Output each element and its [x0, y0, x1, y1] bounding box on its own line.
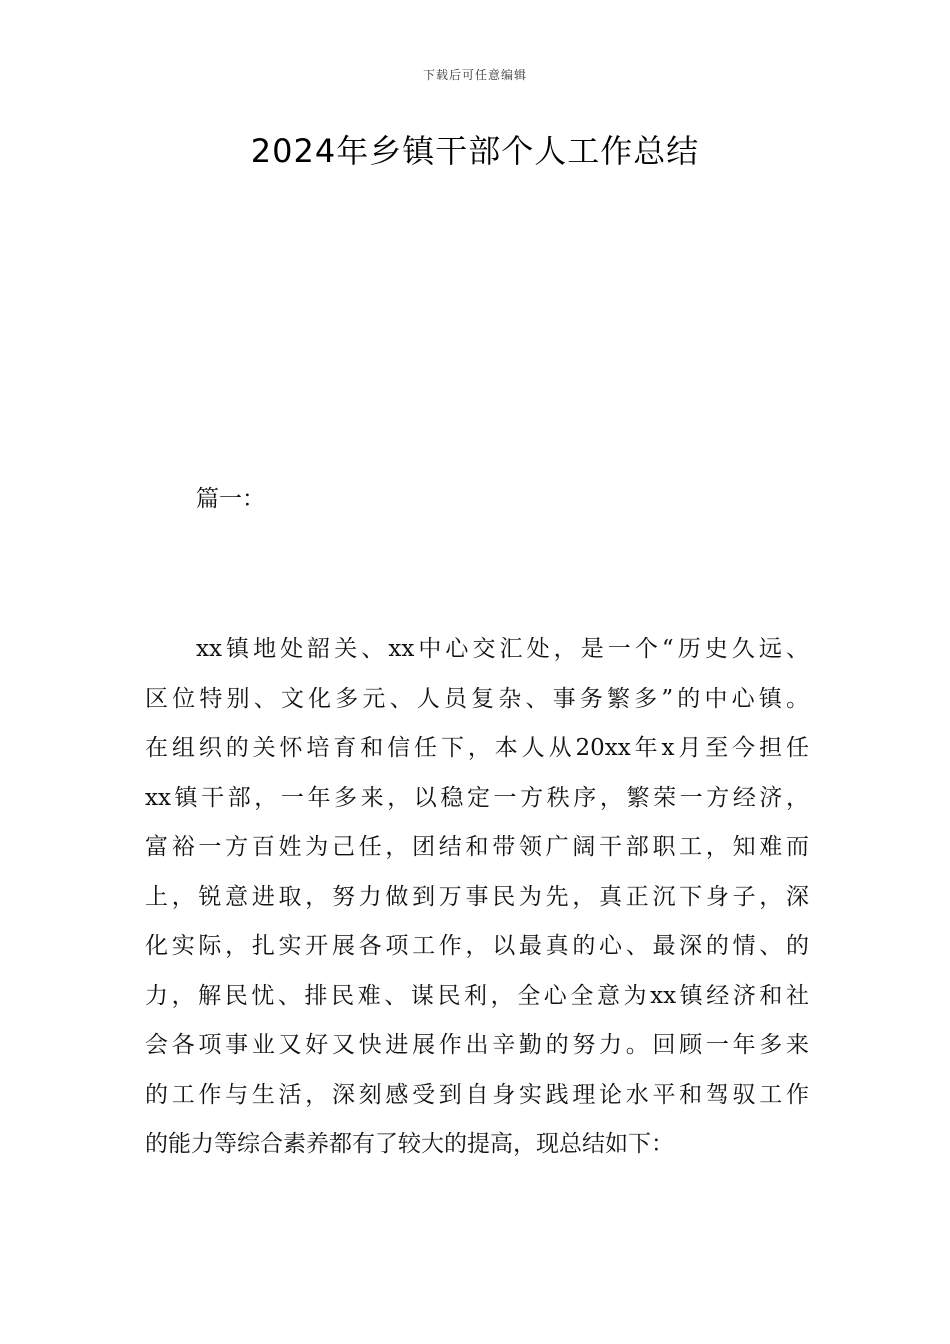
- paragraph-line: 的能力等综合素养都有了较大的提高，现总结如下：: [145, 1131, 674, 1157]
- paragraph-line: 上，锐意进取，努力做到万事民为先，真正沉下身子，深: [145, 883, 809, 910]
- paragraph-line: 在组织的关怀培育和信任下，本人从20xx年x月至今担任: [145, 735, 809, 761]
- document-title: 2024年乡镇干部个人工作总结: [250, 132, 700, 170]
- paragraph-line: 化实际，扎实开展各项工作，以最真的心、最深的情、的: [145, 933, 809, 959]
- paragraph-line: xx镇干部，一年多来，以稳定一方秩序，繁荣一方经济，: [145, 784, 809, 811]
- paragraph-line: 区位特别、文化多元、人员复杂、事务繁多”的中心镇。: [145, 685, 809, 712]
- paragraph-line: 的工作与生活，深刻感受到自身实践理论水平和驾驭工作: [145, 1081, 809, 1108]
- body-paragraph: [145, 625, 809, 1170]
- header-note: 下载后可任意编辑: [422, 68, 527, 82]
- section-label: 篇一：: [196, 486, 265, 512]
- paragraph-line: 富裕一方百姓为己任，团结和带领广阔干部职工，知难而: [145, 834, 809, 860]
- paragraph-line: xx镇地处韶关、xx中心交汇处，是一个“历史久远、: [196, 636, 809, 662]
- paragraph-line: 会各项事业又好又快进展作出辛勤的努力。回顾一年多来: [145, 1032, 809, 1058]
- paragraph-line: 力，解民忧、排民难、谋民利，全心全意为xx镇经济和社: [145, 982, 809, 1009]
